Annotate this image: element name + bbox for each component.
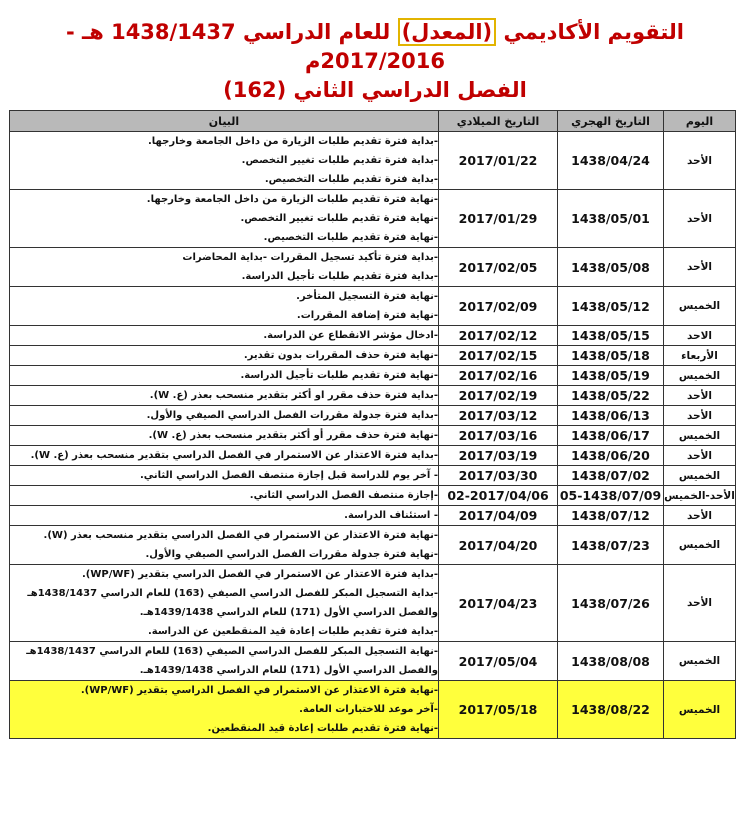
- title-line-1: [0, 18, 750, 47]
- table-row: [10, 466, 736, 486]
- statement-cell: [10, 426, 439, 446]
- statement-line: -بداية فترة الاعتذار عن الاستمرار في الفصل الدراسي بتقدير منسحب بعذر (ع. W).: [30, 450, 438, 461]
- table-row: [10, 406, 736, 426]
- gregorian-date-cell: 2017/03/19: [439, 446, 558, 466]
- document-title: [0, 18, 750, 105]
- day-cell: الأحد: [664, 386, 736, 406]
- header-statement: البيان: [10, 111, 439, 132]
- statement-line: -بداية فترة تأكيد تسجيل المقررات -بداية المحاضرات: [182, 252, 438, 263]
- day-cell: الخميس: [664, 526, 736, 565]
- gregorian-date-cell: 2017/01/29: [439, 190, 558, 248]
- gregorian-date-cell: 2017/02/09: [439, 287, 558, 326]
- day-cell: الاحد: [664, 326, 736, 346]
- statement-line: -نهاية فترة تقديم طلبات التخصيص.: [263, 232, 438, 243]
- statement-line: -نهاية فترة الاعتذار عن الاستمرار في الفصل الدراسي بتقدير (WP/WF).: [80, 685, 438, 696]
- day-cell: الخميس: [664, 466, 736, 486]
- gregorian-date-cell: 2017/05/18: [439, 681, 558, 739]
- hijri-date-cell: 1438/05/15: [558, 326, 664, 346]
- statement-line: -آخر موعد للاختبارات العامة.: [299, 704, 438, 715]
- day-cell: الخميس: [664, 287, 736, 326]
- hijri-date-cell: 05-1438/07/09: [558, 486, 664, 506]
- hijri-date-cell: 1438/05/22: [558, 386, 664, 406]
- day-cell: الأحد: [664, 248, 736, 287]
- title-amended-label: (المعدل): [398, 18, 497, 46]
- day-cell: الخميس: [664, 681, 736, 739]
- gregorian-date-cell: 2017/05/04: [439, 642, 558, 681]
- header-day: اليوم: [664, 111, 736, 132]
- gregorian-date-cell: 02-2017/04/06: [439, 486, 558, 506]
- table-row: [10, 326, 736, 346]
- hijri-date-cell: 1438/04/24: [558, 132, 664, 190]
- statement-line: -بداية فترة تقديم طلبات إعادة قيد المنقطعين عن الدراسة.: [147, 626, 438, 637]
- statement-line: -نهاية فترة تقديم طلبات إعادة قيد المنقطعين.: [207, 723, 438, 734]
- day-cell: الأحد: [664, 446, 736, 466]
- day-cell: الأحد: [664, 132, 736, 190]
- hijri-date-cell: 1438/08/08: [558, 642, 664, 681]
- statement-cell: [10, 681, 439, 739]
- statement-line: -بداية فترة الاعتذار عن الاستمرار في الفصل الدراسي بتقدير (WP/WF).: [81, 569, 438, 580]
- hijri-date-cell: 1438/07/02: [558, 466, 664, 486]
- day-cell: الأحد: [664, 565, 736, 642]
- statement-line: -نهاية فترة جدولة مقررات الفصل الدراسي الصيفي والأول.: [145, 549, 438, 560]
- gregorian-date-cell: 2017/02/19: [439, 386, 558, 406]
- table-header-row: [10, 111, 736, 132]
- statement-cell: [10, 642, 439, 681]
- statement-cell: [10, 248, 439, 287]
- title-line-2: 2017/2016م: [305, 49, 445, 73]
- table-row: [10, 642, 736, 681]
- statement-cell: [10, 565, 439, 642]
- statement-cell: [10, 287, 439, 326]
- gregorian-date-cell: 2017/03/30: [439, 466, 558, 486]
- statement-line: -بداية فترة تقديم طلبات الزيارة من داخل الجامعة وخارجها.: [147, 136, 438, 147]
- hijri-date-cell: 1438/05/12: [558, 287, 664, 326]
- statement-line: -نهاية فترة تقديم طلبات الزيارة من داخل الجامعة وخارجها.: [146, 194, 438, 205]
- header-hijri-date: التاريخ الهجري: [558, 111, 664, 132]
- statement-line: -بداية فترة تقديم طلبات تغيير التخصص.: [241, 155, 438, 166]
- hijri-date-cell: 1438/06/20: [558, 446, 664, 466]
- statement-line: -بداية فترة حذف مقرر او أكثر بتقدير منسحب بعذر (ع. W).: [149, 390, 438, 401]
- hijri-date-cell: 1438/07/23: [558, 526, 664, 565]
- gregorian-date-cell: 2017/02/05: [439, 248, 558, 287]
- statement-cell: [10, 386, 439, 406]
- statement-line: -نهاية فترة الاعتذار عن الاستمرار في الفصل الدراسي بتقدير منسحب بعذر (W).: [43, 530, 438, 541]
- table-row: [10, 446, 736, 466]
- statement-cell: [10, 406, 439, 426]
- statement-line: - آخر يوم للدراسة قبل إجازة منتصف الفصل الدراسي الثاني.: [139, 470, 438, 481]
- hijri-date-cell: 1438/06/17: [558, 426, 664, 446]
- statement-line: -نهاية فترة إضافة المقررات.: [296, 310, 438, 321]
- hijri-date-cell: 1438/06/13: [558, 406, 664, 426]
- day-cell: الأربعاء: [664, 346, 736, 366]
- hijri-date-cell: 1438/05/08: [558, 248, 664, 287]
- day-cell: الأحد: [664, 506, 736, 526]
- table-row: [10, 346, 736, 366]
- hijri-date-cell: 1438/05/19: [558, 366, 664, 386]
- gregorian-date-cell: 2017/04/20: [439, 526, 558, 565]
- gregorian-date-cell: 2017/02/16: [439, 366, 558, 386]
- statement-line: -نهاية فترة التسجيل المتأخر.: [296, 291, 438, 302]
- day-cell: الخميس: [664, 366, 736, 386]
- calendar-table: [9, 110, 736, 739]
- statement-cell: [10, 506, 439, 526]
- statement-line: -بداية فترة تقديم طلبات تأجيل الدراسة.: [241, 271, 438, 282]
- statement-line: - استئناف الدراسة.: [344, 510, 438, 521]
- day-cell: الخميس: [664, 642, 736, 681]
- table-row: [10, 426, 736, 446]
- hijri-date-cell: 1438/05/18: [558, 346, 664, 366]
- statement-line: -نهاية فترة تقديم طلبات تغيير التخصص.: [240, 213, 438, 224]
- day-cell: الأحد-الخميس: [664, 486, 736, 506]
- statement-cell: [10, 346, 439, 366]
- statement-line: -نهاية التسجيل المبكر للفصل الدراسي الصيفي (163) للعام الدراسي 1438/1437هـ: [26, 646, 438, 657]
- table-row: [10, 565, 736, 642]
- gregorian-date-cell: 2017/04/23: [439, 565, 558, 642]
- hijri-date-cell: 1438/07/12: [558, 506, 664, 526]
- table-row: [10, 287, 736, 326]
- hijri-date-cell: 1438/08/22: [558, 681, 664, 739]
- statement-line: والفصل الدراسي الأول (171) للعام الدراسي 1439/1438هـ.: [139, 607, 438, 618]
- title-text-1a: التقويم الأكاديمي: [496, 20, 684, 44]
- gregorian-date-cell: 2017/02/15: [439, 346, 558, 366]
- day-cell: الأحد: [664, 406, 736, 426]
- statement-cell: [10, 366, 439, 386]
- hijri-date-cell: 1438/05/01: [558, 190, 664, 248]
- statement-line: -بداية فترة تقديم طلبات التخصيص.: [264, 174, 438, 185]
- table-row: [10, 248, 736, 287]
- table-row: [10, 506, 736, 526]
- day-cell: الخميس: [664, 426, 736, 446]
- day-cell: الأحد: [664, 190, 736, 248]
- statement-cell: [10, 466, 439, 486]
- table-row: [10, 486, 736, 506]
- statement-cell: [10, 486, 439, 506]
- title-line-3: الفصل الدراسي الثاني (162): [223, 78, 527, 102]
- gregorian-date-cell: 2017/02/12: [439, 326, 558, 346]
- statement-line: والفصل الدراسي الأول (171) للعام الدراسي 1439/1438هـ.: [139, 665, 438, 676]
- table-row: [10, 132, 736, 190]
- statement-cell: [10, 526, 439, 565]
- statement-cell: [10, 326, 439, 346]
- table-row: [10, 681, 736, 739]
- statement-line: -إجازة منتصف الفصل الدراسي الثاني.: [249, 490, 438, 501]
- statement-cell: [10, 190, 439, 248]
- table-row: [10, 190, 736, 248]
- header-gregorian-date: التاريخ الميلادي: [439, 111, 558, 132]
- statement-line: -بداية التسجيل المبكر للفصل الدراسي الصيفي (163) للعام الدراسي 1438/1437هـ: [27, 588, 438, 599]
- statement-line: -نهاية فترة تقديم طلبات تأجيل الدراسة.: [240, 370, 438, 381]
- statement-cell: [10, 132, 439, 190]
- statement-cell: [10, 446, 439, 466]
- table-row: [10, 526, 736, 565]
- statement-line: -نهاية فترة حذف مقرر أو أكثر بتقدير منسحب بعذر (ع. W).: [148, 430, 438, 441]
- gregorian-date-cell: 2017/01/22: [439, 132, 558, 190]
- gregorian-date-cell: 2017/03/16: [439, 426, 558, 446]
- gregorian-date-cell: 2017/04/09: [439, 506, 558, 526]
- hijri-date-cell: 1438/07/26: [558, 565, 664, 642]
- title-text-1b: للعام الدراسي 1438/1437 هـ -: [66, 20, 398, 44]
- gregorian-date-cell: 2017/03/12: [439, 406, 558, 426]
- table-row: [10, 386, 736, 406]
- table-row: [10, 366, 736, 386]
- statement-line: -بداية فترة جدولة مقررات الفصل الدراسي الصيفي والأول.: [146, 410, 438, 421]
- statement-line: -نهاية فترة حذف المقررات بدون تقدير.: [243, 350, 438, 361]
- statement-line: -ادخال مؤشر الانقطاع عن الدراسة.: [263, 330, 438, 341]
